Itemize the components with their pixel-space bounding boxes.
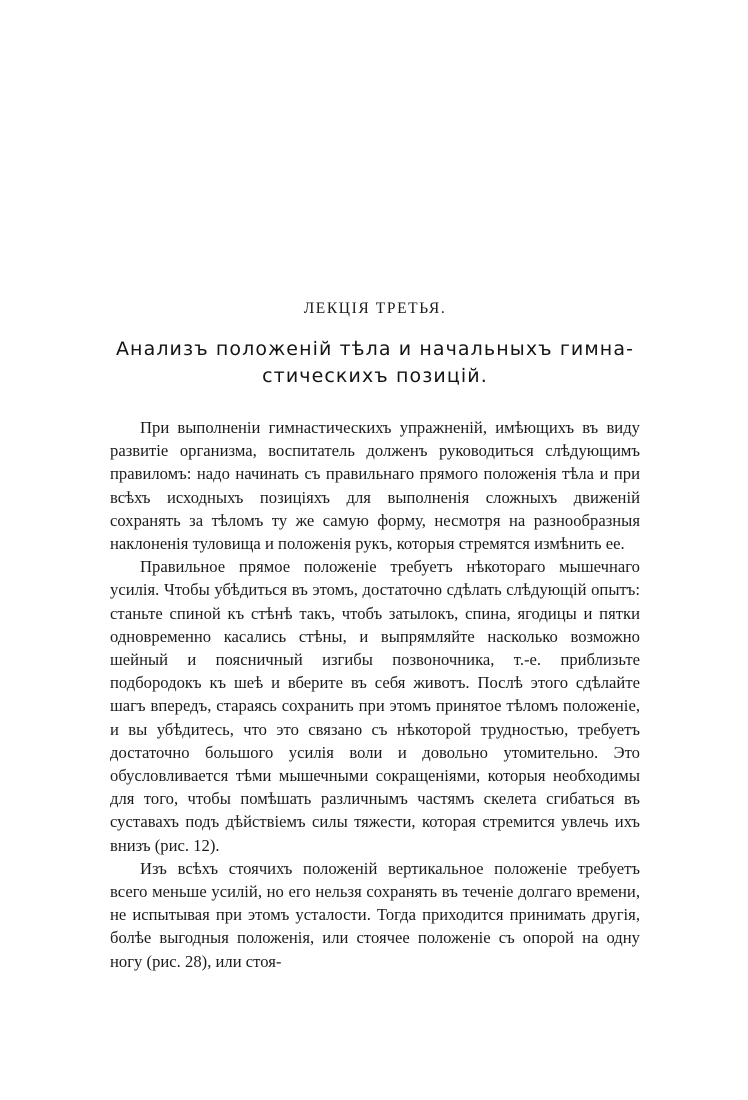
page-title xyxy=(110,336,640,390)
chapter-label: ЛЕКЦІЯ ТРЕТЬЯ. xyxy=(303,300,447,317)
page-title-line-2: стическихъ позицій. xyxy=(262,364,488,387)
body-paragraph: Правильное прямое положеніе требуетъ нѣкотораго мышечнаго усилія. Чтобы убѣдиться въ этомъ, достаточно сдѣлать слѣдующій опытъ: станьте спиной къ стѣнѣ такъ, чтобъ затылокъ, спина, ягодицы и пятки одновременно касались стѣны, и выпрямляйте насколько возможно шейный и поясничный изгибы позвоночника, т.-е. приблизьте подбородокъ къ шеѣ и вберите въ себя животъ. Послѣ этого сдѣлайте шагъ впередъ, стараясь сохранить при этомъ принятое тѣломъ положеніе, и вы убѣдитесь, что это связано съ нѣкоторой трудностью, требуетъ достаточно большого усилія воли и довольно утомительно. Это обусловливается тѣми мышечными сокращеніями, которыя необходимы для того, чтобы помѣшать различнымъ частямъ скелета сгибаться въ суставахъ подъ дѣйствіемъ силы тяжести, которая стремится увлечь ихъ внизъ (рис. 12). xyxy=(110,557,640,855)
page-content xyxy=(110,300,640,973)
body-paragraph: Изъ всѣхъ стоячихъ положеній вертикальное положеніе требуетъ всего меньше усилій, но его нельзя сохранять въ теченіе долгаго времени, не испытывая при этомъ усталости. Тогда приходится принимать другія, болѣе выгодныя положенія, или стоячее положеніе съ опорой на одну ногу (рис. 28), или стоя- xyxy=(110,858,640,971)
page-title-line-1: Анализъ положеній тѣла и начальныхъ гимна- xyxy=(115,338,635,360)
body-paragraph: При выполненіи гимнастическихъ упражненій, имѣющихъ въ виду развитіе организма, воспитатель долженъ руководиться слѣдующимъ правиломъ: надо начинать съ правильнаго прямого положенія тѣла и при всѣхъ исходныхъ позиціяхъ для выполненія сложныхъ движеній сохранять за тѣломъ ту же самую форму, несмотря на разнообразныя наклоненія туловища и положенія рукъ, которыя стремятся измѣнить ее. xyxy=(110,417,640,553)
